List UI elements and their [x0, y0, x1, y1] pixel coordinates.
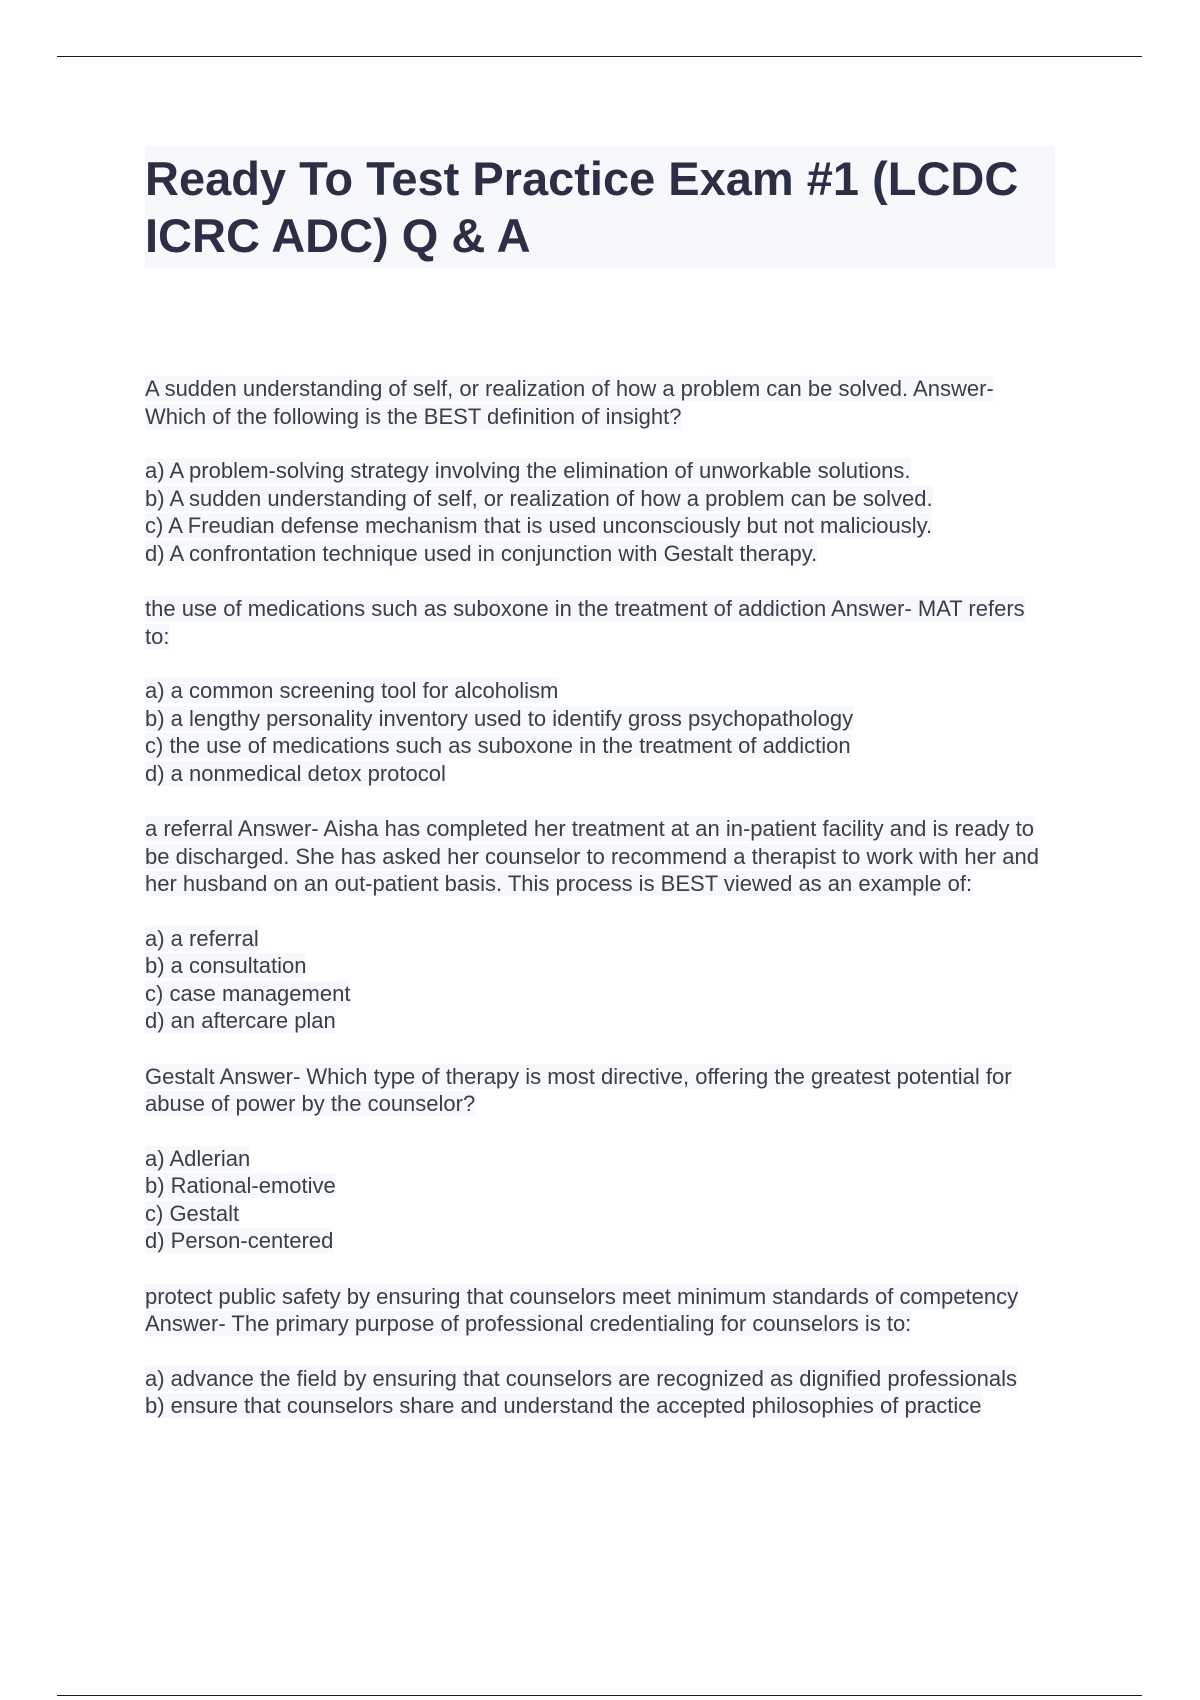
question-list	[145, 375, 1055, 1420]
answer-option: a) a common screening tool for alcoholism	[145, 678, 559, 703]
answer-option: a) a referral	[145, 925, 259, 951]
answer-option: b) a consultation	[145, 953, 307, 978]
answer-option: b) A sudden understanding of self, or realization of how a problem can be solved.	[145, 485, 933, 511]
answer-option: b) Rational-emotive	[145, 1173, 336, 1198]
question-stem: A sudden understanding of self, or realization of how a problem can be solved. Answer- Which of the following is the BEST definition of insight?	[145, 376, 994, 429]
answer-option: d) A confrontation technique used in conjunction with Gestalt therapy.	[145, 540, 818, 566]
answer-option: c) the use of medications such as suboxone in the treatment of addiction	[145, 733, 851, 758]
question-item	[145, 1283, 1055, 1420]
answer-option: d) Person-centered	[145, 1228, 334, 1253]
question-stem: a referral Answer- Aisha has completed her treatment at an in-patient facility and is ready to be discharged. She has asked her counselor to recommend a therapist to work with her and her husband on an out-patient basis. This process is BEST viewed as an example of:	[145, 816, 1039, 896]
answer-option: c) A Freudian defense mechanism that is used unconsciously but not maliciously.	[145, 513, 933, 538]
option-list	[145, 677, 1055, 787]
answer-option: d) a nonmedical detox protocol	[145, 760, 446, 786]
option-list	[145, 457, 1055, 567]
question-item	[145, 375, 1055, 567]
document-page	[145, 146, 1055, 1448]
question-item	[145, 1063, 1055, 1255]
answer-option: c) Gestalt	[145, 1200, 240, 1226]
answer-option: a) Adlerian	[145, 1145, 251, 1171]
answer-option: d) an aftercare plan	[145, 1008, 336, 1033]
document-title: Ready To Test Practice Exam #1 (LCDC ICRC ADC) Q & A	[145, 146, 1055, 268]
answer-option: b) a lengthy personality inventory used to identify gross psychopathology	[145, 705, 854, 731]
option-list	[145, 925, 1055, 1035]
answer-option: c) case management	[145, 980, 351, 1006]
bottom-divider	[57, 1695, 1142, 1696]
question-item	[145, 815, 1055, 1035]
question-item	[145, 595, 1055, 787]
top-divider	[57, 56, 1142, 57]
option-list	[145, 1365, 1055, 1420]
question-stem: Gestalt Answer- Which type of therapy is most directive, offering the greatest potential for abuse of power by the counselor?	[145, 1063, 1012, 1116]
question-stem: protect public safety by ensuring that counselors meet minimum standards of competency Answer- The primary purpose of professional credentialing for counselors is to:	[145, 1283, 1019, 1336]
answer-option: a) A problem-solving strategy involving the elimination of unworkable solutions.	[145, 458, 911, 483]
question-stem: the use of medications such as suboxone in the treatment of addiction Answer- MAT refers to:	[145, 596, 1025, 649]
answer-option: a) advance the field by ensuring that counselors are recognized as dignified professionals	[145, 1365, 1017, 1391]
answer-option: b) ensure that counselors share and understand the accepted philosophies of practice	[145, 1393, 982, 1418]
option-list	[145, 1145, 1055, 1255]
